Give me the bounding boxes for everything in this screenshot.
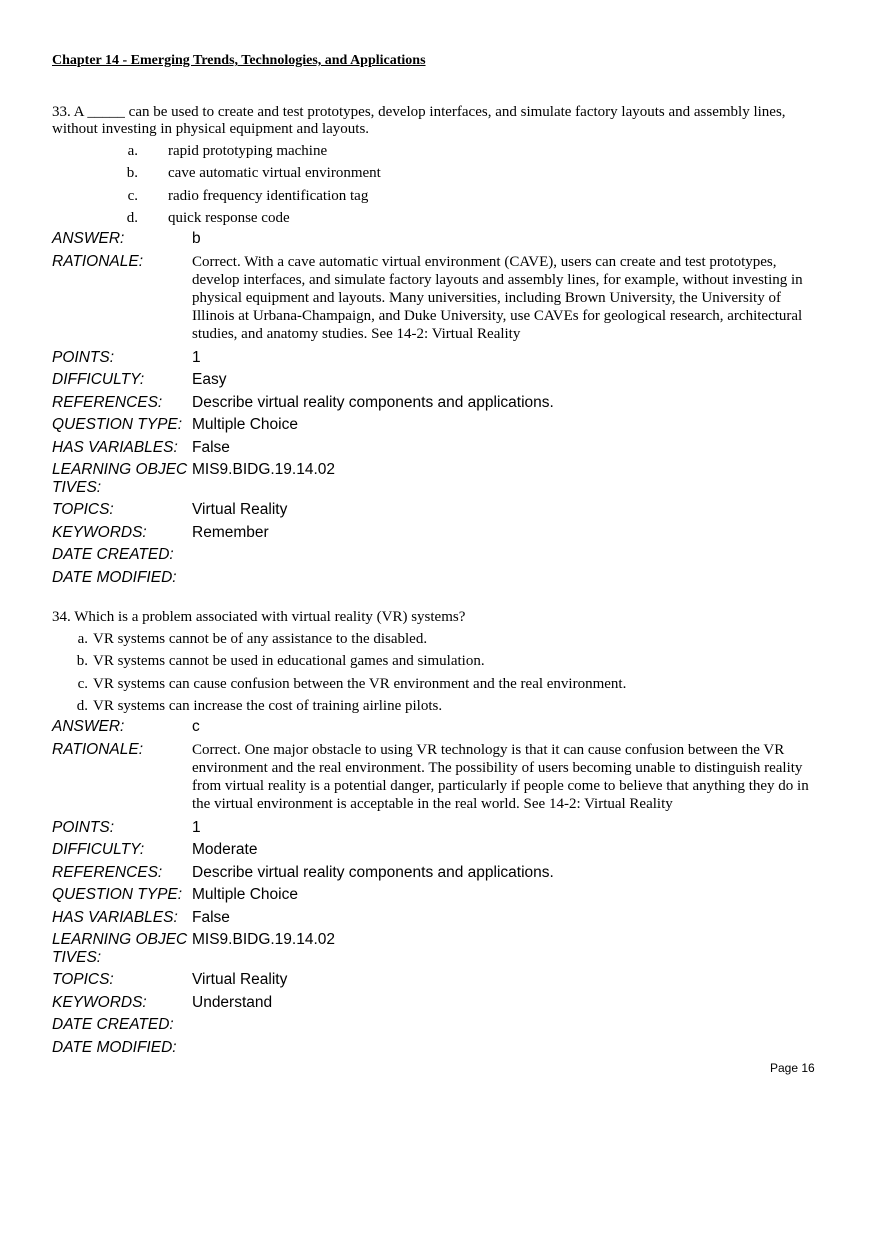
points-row: POINTS: 1	[52, 348, 201, 366]
date-modified-row: DATE MODIFIED:	[52, 1038, 177, 1056]
topics-row: TOPICS: Virtual Reality	[52, 971, 288, 988]
option-d: d. quick response code	[126, 210, 290, 227]
question-stem: 33. A _____ can be used to create and test prototypes, develop interfaces, and simulate factory layouts and assembly lines, without investing in physical equipment and layouts.	[52, 104, 786, 137]
date-modified-row: DATE MODIFIED:	[52, 568, 177, 586]
references-row: REFERENCES: Describe virtual reality components and applications.	[52, 863, 554, 881]
difficulty-row: DIFFICULTY: Moderate	[52, 841, 258, 858]
question-34	[52, 609, 832, 1061]
option-c: c. VR systems can cause confusion between the VR environment and the real environment.	[77, 675, 627, 692]
answer-row: ANSWER: b	[52, 230, 832, 253]
question-metadata	[52, 230, 832, 591]
option-d: d. VR systems can increase the cost of training airline pilots.	[76, 698, 443, 715]
points-row: POINTS: 1	[52, 818, 201, 836]
date-created-row: DATE CREATED:	[52, 1016, 174, 1033]
learning-objectives-row: LEARNING OBJEC TIVES: MIS9.BIDG.19.14.02	[52, 931, 336, 966]
keywords-row: KEYWORDS: Understand	[52, 993, 273, 1011]
option-a: a. VR systems cannot be of any assistance to the disabled.	[77, 630, 428, 647]
rationale-text: Correct. With a cave automatic virtual environment (CAVE), users can create and test prototypes, develop interfaces, and simulate factory layouts and assembly lines, for example, without investing in physical equipment and layouts. Many universities, including Brown University, the University of Illinois at Urbana-Champaign, and Duke University, use CAVEs for geological research, architectural studies, and anatomy studies. See 14-2: Virtual Reality	[192, 253, 803, 342]
difficulty-row: DIFFICULTY: Easy	[52, 371, 227, 388]
page-number: Page 16	[770, 1061, 815, 1075]
question-stem: 34. Which is a problem associated with virtual reality (VR) systems?	[52, 609, 466, 625]
option-list	[52, 628, 832, 718]
option-c: c. radio frequency identification tag	[127, 187, 369, 204]
question-type-row: QUESTION TYPE: Multiple Choice	[52, 416, 298, 433]
option-a: a. rapid prototyping machine	[127, 142, 328, 159]
references-row: REFERENCES: Describe virtual reality components and applications.	[52, 393, 554, 411]
has-variables-row: HAS VARIABLES: False	[52, 438, 230, 456]
option-b: b. VR systems cannot be used in educational games and simulation.	[76, 653, 485, 670]
rationale-row: RATIONALE: Correct. With a cave automatic virtual environment (CAVE), users can create and test prototypes, develop interfaces, and simulate factory layouts and assembly lines, for example, without investing in physical equipment and layouts. Many universities, including Brown University, the University of Illinois at Urbana-Champaign, and Duke University, use CAVEs for geological research, architectural studies, and anatomy studies. See 14-2: Virtual Reality	[52, 253, 832, 343]
keywords-row: KEYWORDS: Remember	[52, 523, 269, 541]
question-type-row: QUESTION TYPE: Multiple Choice	[52, 886, 298, 903]
rationale-text: Correct. One major obstacle to using VR technology is that it can cause confusion between the VR environment and the real environment. The possibility of users becoming unable to distinguish reality from virtual reality is a potential danger, particularly if people come to believe that anything they do in the virtual environment is acceptable in the real world. See 14-2: Virtual Reality	[192, 741, 809, 812]
option-b: b. cave automatic virtual environment	[126, 165, 381, 182]
chapter-title: Chapter 14 - Emerging Trends, Technologies, and Applications	[52, 53, 426, 68]
answer-value: b	[192, 230, 201, 247]
learning-objectives-row: LEARNING OBJEC TIVES: MIS9.BIDG.19.14.02	[52, 461, 336, 496]
has-variables-row: HAS VARIABLES: False	[52, 908, 230, 926]
answer-row: ANSWER: c	[52, 718, 832, 741]
question-33	[52, 104, 832, 591]
date-created-row: DATE CREATED:	[52, 546, 174, 563]
rationale-row: RATIONALE: Correct. One major obstacle to using VR technology is that it can cause confusion between the VR environment and the real environment. The possibility of users becoming unable to distinguish reality from virtual reality is a potential danger, particularly if people come to believe that anything they do in the virtual environment is acceptable in the real world. See 14-2: Virtual Reality	[52, 741, 832, 813]
answer-value: c	[192, 718, 200, 735]
option-list	[52, 140, 832, 230]
topics-row: TOPICS: Virtual Reality	[52, 501, 288, 518]
question-metadata	[52, 718, 832, 1061]
